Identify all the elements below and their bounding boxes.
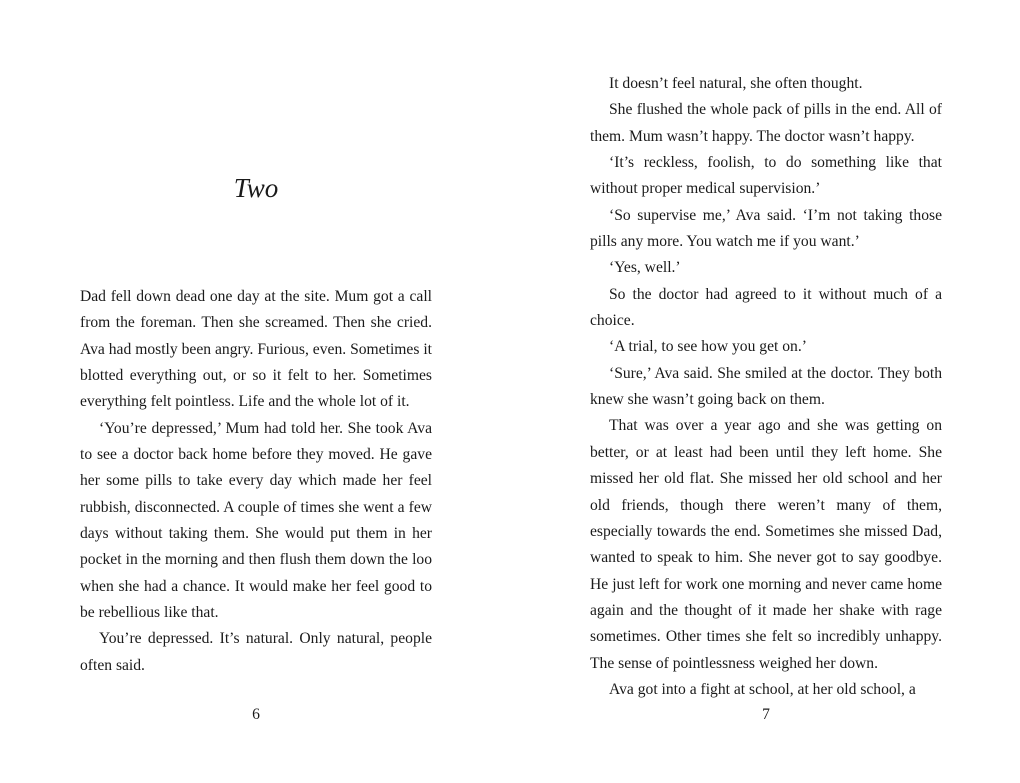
paragraph: Dad fell down dead one day at the site. Mum got a call from the foreman. Then she screamed. Then she cried. Ava had mostly been angry. Furious, even. Sometimes it blotted everything out, or so it felt to her. Sometimes everything felt pointless. Life and the whole lot of it. xyxy=(80,288,432,411)
paragraph: You’re depressed. It’s natural. Only natural, people often said. xyxy=(80,630,432,674)
right-page xyxy=(510,0,1020,783)
page-number-right: 7 xyxy=(762,706,770,723)
paragraph: ‘Sure,’ Ava said. She smiled at the doctor. They both knew she wasn’t going back on them. xyxy=(590,364,942,409)
paragraph: That was over a year ago and she was getting on better, or at least had been until they left home. She missed her old flat. She missed her old school and her old friends, though there weren’t many of them, especially towards the end. Sometimes she missed Dad, wanted to speak to him. She never got to say goodbye. He just left for work one morning and never came home again and the thought of it made her shake with rage sometimes. Other times she felt so incredibly unhappy. The sense of pointlessness weighed her down. xyxy=(590,417,942,672)
right-page-body xyxy=(590,71,942,703)
paragraph: ‘You’re depressed,’ Mum had told her. She took Ava to see a doctor back home before they moved. He gave her some pills to take every day which made her feel rubbish, disconnected. A couple of times she went a few days without taking them. She would put them in her pocket in the morning and then flush them down the loo when she had a chance. It would make her feel good to be rebellious like that. xyxy=(80,419,432,622)
paragraph: ‘Yes, well.’ xyxy=(609,259,681,277)
paragraph: So the doctor had agreed to it without much of a choice. xyxy=(590,285,942,330)
paragraph: ‘It’s reckless, foolish, to do something like that without proper medical supervision.’ xyxy=(590,154,942,198)
chapter-title: Two xyxy=(233,173,279,203)
paragraph: ‘A trial, to see how you get on.’ xyxy=(609,338,807,356)
paragraph: ‘So supervise me,’ Ava said. ‘I’m not taking those pills any more. You watch me if you want.’ xyxy=(590,206,942,251)
paragraph: Ava got into a fight at school, at her old school, a xyxy=(609,680,916,698)
left-page-body xyxy=(80,284,432,679)
page-number-left: 6 xyxy=(252,706,260,723)
paragraph: It doesn’t feel natural, she often thought. xyxy=(609,75,863,92)
paragraph: She flushed the whole pack of pills in the end. All of them. Mum wasn’t happy. The doctor wasn’t happy. xyxy=(590,101,942,145)
